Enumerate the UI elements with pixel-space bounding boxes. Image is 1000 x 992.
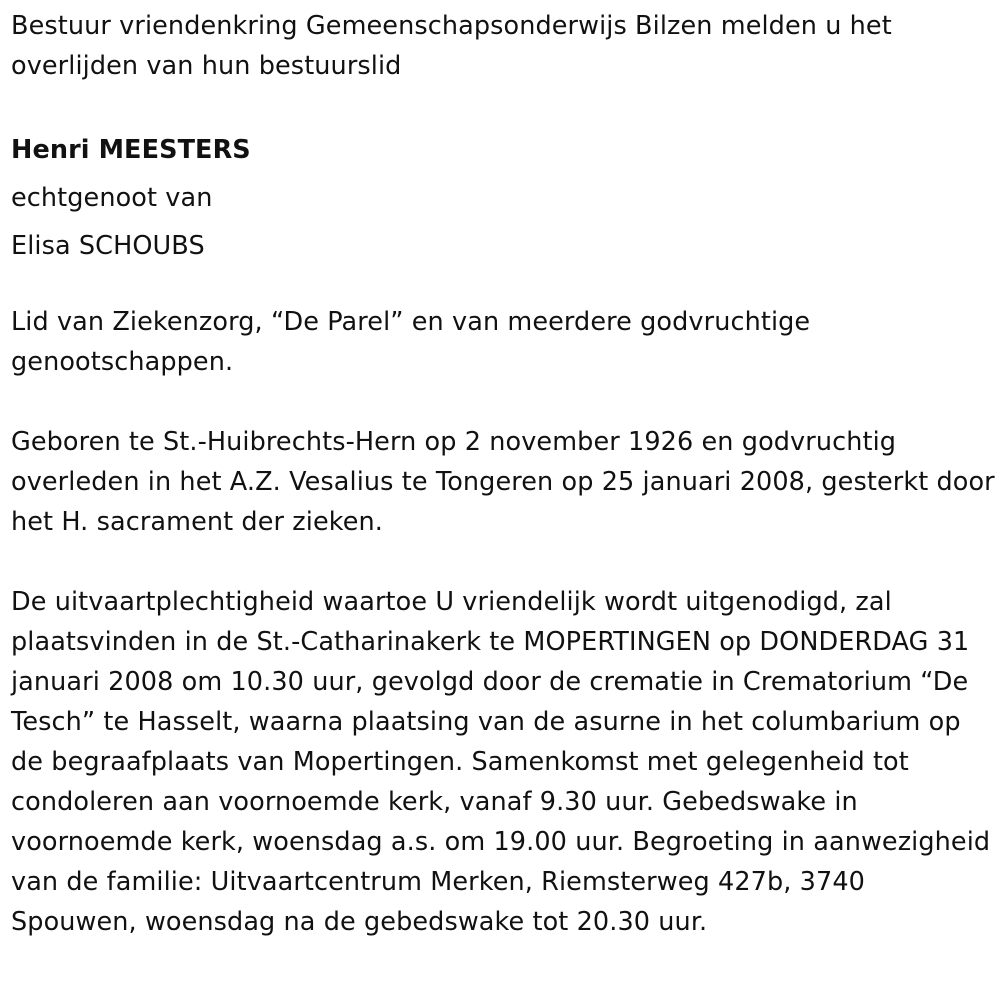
relation-text: echtgenoot van bbox=[11, 183, 213, 213]
spacer bbox=[11, 382, 996, 422]
intro-paragraph: Bestuur vriendenkring Gemeenschapsonderwijs Bilzen melden u het overlijden van hun bestuurslid bbox=[11, 11, 892, 81]
birth-death-paragraph: Geboren te St.-Huibrechts-Hern op 2 november 1926 en godvruchtig overleden in het A.Z. Vesalius te Tongeren op 25 januari 2008, gesterkt door het H. sacrament der zieken. bbox=[11, 427, 995, 537]
deceased-name: Henri MEESTERS bbox=[11, 135, 251, 165]
spouse-name: Elisa SCHOUBS bbox=[11, 231, 205, 261]
obituary-notice bbox=[11, 6, 996, 942]
spacer bbox=[11, 542, 996, 582]
spacer bbox=[11, 270, 996, 302]
membership-paragraph: Lid van Ziekenzorg, “De Parel” en van meerdere godvruchtige genootschappen. bbox=[11, 307, 811, 377]
spacer bbox=[11, 86, 996, 126]
funeral-details-paragraph: De uitvaartplechtigheid waartoe U vriendelijk wordt uitgenodigd, zal plaatsvinden in de St.-Catharinakerk te MOPERTINGEN op DONDERDAG 31 januari 2008 om 10.30 uur, gevolgd door de crematie in Crematorium “De Tesch” te Hasselt, waarna plaatsing van de asurne in het columbarium op de begraafplaats van Mopertingen. Samenkomst met gelegenheid tot condoleren aan voornoemde kerk, vanaf 9.30 uur. Gebedswake in voornoemde kerk, woensdag a.s. om 19.00 uur. Begroeting in aanwezigheid van de familie: Uitvaartcentrum Merken, Riemsterweg 427b, 3740 Spouwen, woensdag na de gebedswake tot 20.30 uur. bbox=[11, 587, 991, 937]
